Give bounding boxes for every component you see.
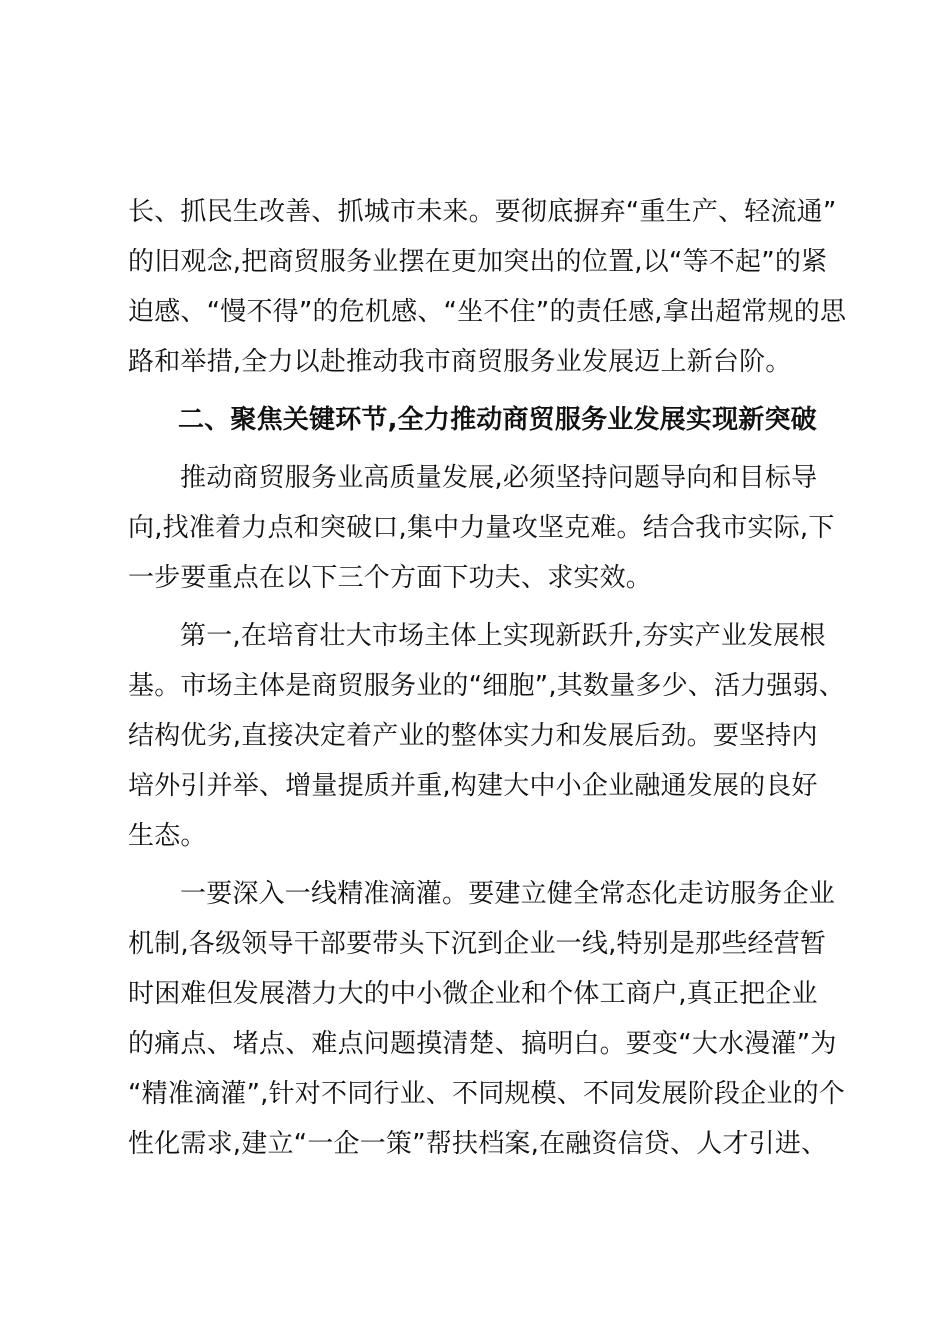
text-line: 第一,在培育壮大市场主体上实现新跃升,夯实产业发展根 bbox=[180, 621, 826, 651]
text-line: 的痛点、堵点、难点问题摸清楚、搞明白。要变“大水漫灌”为 bbox=[128, 1029, 837, 1059]
text-line: 推动商贸服务业高质量发展,必须坚持问题导向和目标导 bbox=[180, 463, 818, 493]
text-line: 生态。 bbox=[128, 821, 207, 851]
text-line: 性化需求,建立“一企一策”帮扶档案,在融资信贷、人才引进、 bbox=[128, 1129, 828, 1159]
text-line: 的旧观念,把商贸服务业摆在更加突出的位置,以“等不起”的紧 bbox=[128, 247, 828, 277]
text-line: 一要深入一线精准滴灌。要建立健全常态化走访服务企业 bbox=[180, 879, 836, 909]
text-line: 迫感、“慢不得”的危机感、“坐不住”的责任感,拿出超常规的思 bbox=[128, 297, 847, 327]
text-line: 路和举措,全力以赴推动我市商贸服务业发展迈上新台阶。 bbox=[128, 347, 792, 377]
text-line: 长、抓民生改善、抓城市未来。要彻底摒弃“重生产、轻流通” bbox=[128, 197, 837, 227]
heading-text: 二、聚焦关键环节,全力推动商贸服务业发展实现新突破 bbox=[178, 405, 817, 435]
text-line: 向,找准着力点和突破口,集中力量攻坚克难。结合我市实际,下 bbox=[128, 513, 835, 543]
text-line: 结构优劣,直接决定着产业的整体实力和发展后劲。要坚持内 bbox=[128, 721, 818, 751]
text-line: “精准滴灌”,针对不同行业、不同规模、不同发展阶段企业的个 bbox=[128, 1079, 846, 1109]
text-line: 时困难但发展潜力大的中小微企业和个体工商户,真正把企业 bbox=[128, 979, 818, 1009]
text-line: 机制,各级领导干部要带头下沉到企业一线,特别是那些经营暂 bbox=[128, 929, 827, 959]
text-line: 一步要重点在以下三个方面下功夫、求实效。 bbox=[128, 563, 653, 593]
text-line: 基。市场主体是商贸服务业的“细胞”,其数量多少、活力强弱、 bbox=[128, 671, 846, 701]
text-line: 培外引并举、增量提质并重,构建大中小企业融通发展的良好 bbox=[128, 771, 818, 801]
